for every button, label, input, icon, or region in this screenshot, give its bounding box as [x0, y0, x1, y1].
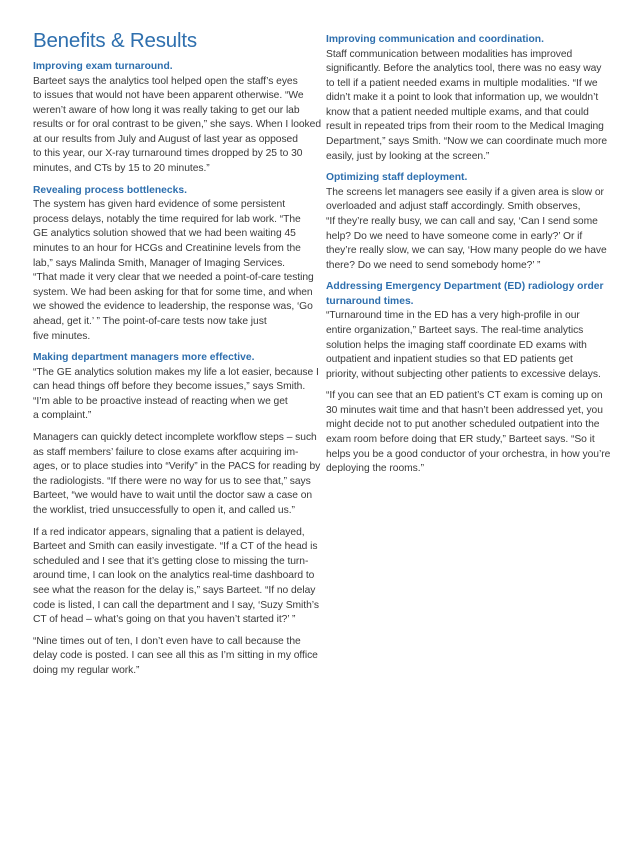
text-line: minutes, and CTs by 15 to 20 minutes.” — [33, 163, 210, 175]
text-line: process delays, notably the time required for lab work. “The — [33, 213, 301, 225]
section-gap — [33, 344, 315, 351]
text-line: ahead, get it.’ ” The point-of-care tests now take just — [33, 315, 267, 327]
text-line: to issues that would not have been apparent otherwise. “We — [33, 90, 304, 102]
text-line: exam room before doing that ER study,” Barteet says. “So it — [326, 434, 595, 446]
text-line: 30 minutes wait time and that hasn’t been addressed yet, you — [326, 404, 603, 416]
text-line: as staff members’ failure to close exams after acquiring im- — [33, 446, 299, 458]
text-line: they’re really slow, we can say, ‘How many people do we have — [326, 245, 607, 257]
article-section — [33, 351, 321, 678]
text-line: helps you be a good conductor of your orchestra, in how you’re — [326, 448, 611, 460]
body-paragraph — [33, 198, 315, 344]
text-line: “The GE analytics solution makes my life a lot easier, because I — [33, 366, 319, 378]
body-paragraph — [326, 309, 608, 382]
text-line: know that a patient needed multiple exams, and that could — [326, 106, 589, 118]
section-heading — [33, 60, 315, 75]
text-line: might decide not to put another scheduled outpatient into the — [326, 419, 600, 431]
body-paragraph — [33, 366, 319, 424]
article-section — [33, 184, 315, 344]
body-paragraph — [33, 431, 321, 519]
text-line: easily, just by looking at the screen.” — [326, 150, 490, 162]
right-sections — [326, 33, 611, 477]
text-line: entire organization,” Barteet says. The real-time analytics — [326, 324, 584, 336]
text-line: results or for oral contrast to be given,” she says. When I looked — [33, 119, 322, 131]
text-line: priority, without subjecting other patients to excessive delays. — [326, 368, 601, 380]
paragraph-gap — [33, 628, 315, 635]
text-line: If a red indicator appears, signaling that a patient is delayed, — [33, 526, 305, 538]
section-heading — [326, 280, 608, 309]
text-line: scheduled and I see that it’s getting close to missing the turn- — [33, 555, 309, 567]
body-paragraph — [326, 389, 611, 477]
body-paragraph — [33, 75, 322, 177]
heading-line: Revealing process bottlenecks. — [33, 184, 187, 196]
heading-line: Making department managers more effective. — [33, 352, 255, 364]
text-line: “I’m able to be proactive instead of reacting when we get — [33, 395, 288, 407]
article-section — [33, 60, 322, 177]
right-column — [326, 33, 611, 477]
heading-line: Improving communication and coordination. — [326, 34, 544, 45]
section-heading — [326, 171, 608, 186]
text-line: deploying the rooms.” — [326, 463, 424, 475]
text-line: Barteet and Smith can easily investigate. “If a CT of the head is — [33, 541, 318, 553]
text-line: Barteet, “we would have to wait until the doctor saw a case on — [33, 490, 313, 502]
text-line: system. We had been asking for that for some time, and when — [33, 286, 313, 298]
text-line: minutes to an hour for HCGs and Creatinine levels from the — [33, 242, 301, 254]
text-line: the radiologists. “If there were no way for us to see that,” says — [33, 475, 311, 487]
body-paragraph — [33, 635, 318, 679]
text-line: didn’t make it a point to look that information up, we wouldn’t — [326, 92, 599, 104]
article-section — [326, 171, 608, 273]
body-paragraph — [326, 48, 608, 165]
text-line: at our results from July and August of last year as opposed — [33, 133, 298, 145]
text-line: Barteet says the analytics tool helped open the staff’s eyes — [33, 75, 298, 87]
section-heading — [33, 351, 315, 366]
text-line: “That made it very clear that we needed a point-of-care testing — [33, 272, 314, 284]
text-line: we showed the evidence to leadership, the response was, ‘Go — [33, 301, 313, 313]
text-line: result in repeated trips from their room to the Medical Imaging — [326, 121, 604, 133]
text-line: doing my regular work.” — [33, 664, 140, 676]
text-line: see what the reason for the delay is,” says Barteet. “If no delay — [33, 584, 316, 596]
text-line: Managers can quickly detect incomplete workflow steps – such — [33, 431, 317, 443]
text-line: “Nine times out of ten, I don’t even have to call because the — [33, 635, 301, 647]
heading-line: Optimizing staff deployment. — [326, 172, 468, 184]
section-heading — [326, 33, 608, 48]
paragraph-gap — [33, 424, 315, 431]
text-line: outpatient and inpatient studies so that ED patients get — [326, 354, 573, 366]
left-column — [33, 28, 322, 678]
text-line: CT of head – what’s going on that you haven’t started it?’ ” — [33, 614, 296, 626]
text-line: a complaint.” — [33, 410, 92, 422]
paragraph-gap — [326, 382, 608, 389]
text-line: significantly. Before the analytics tool, there was no easy way — [326, 63, 602, 75]
heading-line: Improving exam turnaround. — [33, 61, 173, 72]
section-gap — [326, 164, 608, 171]
article-section — [326, 33, 608, 164]
section-gap — [33, 177, 315, 184]
text-line: ages, or to place studies into “Verify” in the PACS for reading by — [33, 461, 321, 473]
page-title: Benefits & Results — [33, 29, 197, 52]
paragraph-gap — [33, 519, 315, 526]
text-line: The system has given hard evidence of some persistent — [33, 199, 286, 211]
text-line: “If you can see that an ED patient’s CT exam is coming up on — [326, 390, 603, 402]
text-line: Department,” says Smith. “Now we can coordinate much more — [326, 136, 607, 148]
text-line: The screens let managers see easily if a given area is slow or — [326, 186, 604, 198]
text-line: weren’t aware of how long it was really taking to get our lab — [33, 104, 300, 116]
section-heading — [33, 184, 315, 199]
text-line: to tell if a patient needed exams in multiple modalities. “If we — [326, 77, 598, 89]
text-line: five minutes. — [33, 330, 91, 342]
text-line: Staff communication between modalities has improved — [326, 48, 573, 60]
text-line: help? Do we need to have someone come in early?’ Or if — [326, 230, 583, 242]
heading-line: Addressing Emergency Department (ED) radiology order — [326, 281, 604, 293]
section-gap — [326, 273, 608, 280]
text-line: “Turnaround time in the ED has a very high-profile in our — [326, 310, 580, 322]
left-sections — [33, 60, 322, 678]
text-line: to this year, our X-ray turnaround times dropped by 25 to 30 — [33, 148, 303, 160]
text-line: around time, I can look on the analytics real-time dashboard to — [33, 570, 315, 582]
text-line: there? Do we need to send somebody home?’ ” — [326, 259, 541, 271]
text-line: overloaded and adjust staff accordingly. Smith observes, — [326, 201, 581, 213]
text-line: solution helps the imaging staff coordinate ED exams with — [326, 339, 587, 351]
text-line: code is listed, I can call the department and I say, ‘Suzy Smith’s — [33, 599, 319, 611]
text-line: the worklist, tried unsuccessfully to open it, and called us.” — [33, 504, 295, 516]
text-line: can head things off before they become issues,” says Smith. — [33, 381, 306, 393]
article-section — [326, 280, 611, 477]
text-line: delay code is posted. I can see all this as I’m sitting in my office — [33, 650, 318, 662]
heading-line: turnaround times. — [326, 295, 414, 307]
text-line: “If they’re really busy, we can call and say, ‘Can I send some — [326, 215, 598, 227]
body-paragraph — [33, 526, 319, 628]
text-line: lab,” says Malinda Smith, Manager of Imaging Services. — [33, 257, 285, 269]
text-line: GE analytics solution showed that we had been waiting 45 — [33, 228, 296, 240]
body-paragraph — [326, 186, 608, 274]
